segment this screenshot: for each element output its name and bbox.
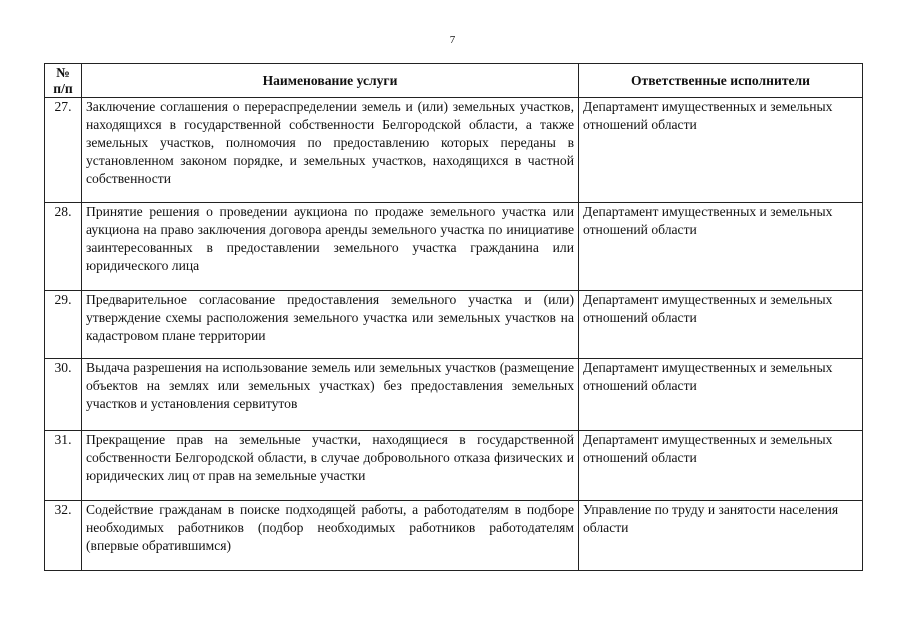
- row-number: 31.: [45, 431, 82, 501]
- responsible-executor: Департамент имущественных и земельных отношений области: [579, 98, 863, 203]
- service-name: Заключение соглашения о перераспределении земель и (или) земельных участков, находящихся в государственной собственности Белгородской области, а также земельных участков, полномочия по предоставлению которых переданы в установленном законом порядке, и земельных участков, находящихся в частной собственности: [82, 98, 579, 203]
- service-name: Предварительное согласование предоставления земельного участка и (или) утверждение схемы расположения земельного участка или земельных участков на кадастровом плане территории: [82, 291, 579, 359]
- row-number: 29.: [45, 291, 82, 359]
- page-number: 7: [449, 34, 456, 46]
- responsible-executor: Департамент имущественных и земельных отношений области: [579, 359, 863, 431]
- service-name: Содействие гражданам в поиске подходящей работы, а работодателям в подборе необходимых работников (подбор необходимых работников работодателям (впервые обратившимся): [82, 501, 579, 571]
- header-executor: Ответственные исполнители: [579, 64, 863, 98]
- table-row: [45, 359, 863, 431]
- table-header-row: [45, 64, 863, 98]
- table-row: [45, 431, 863, 501]
- row-number: 32.: [45, 501, 82, 571]
- service-name: Выдача разрешения на использование земель или земельных участков (размещение объектов на землях или земельных участках) без предоставления земельных участков и установления сервитутов: [82, 359, 579, 431]
- header-number: № п/п: [45, 64, 82, 98]
- row-number: 28.: [45, 203, 82, 291]
- services-table: [44, 63, 863, 571]
- table-row: [45, 501, 863, 571]
- table-row: [45, 203, 863, 291]
- responsible-executor: Управление по труду и занятости населения области: [579, 501, 863, 571]
- responsible-executor: Департамент имущественных и земельных отношений области: [579, 431, 863, 501]
- row-number: 30.: [45, 359, 82, 431]
- service-name: Прекращение прав на земельные участки, находящиеся в государственной собственности Белгородской области, в случае добровольного отказа физических и юридических лиц от прав на земельные участки: [82, 431, 579, 501]
- service-name: Принятие решения о проведении аукциона по продаже земельного участка или аукциона на право заключения договора аренды земельного участка по инициативе заинтересованных в предоставлении земельного участка гражданина или юридического лица: [82, 203, 579, 291]
- responsible-executor: Департамент имущественных и земельных отношений области: [579, 291, 863, 359]
- responsible-executor: Департамент имущественных и земельных отношений области: [579, 203, 863, 291]
- row-number: 27.: [45, 98, 82, 203]
- header-service-name: Наименование услуги: [82, 64, 579, 98]
- table-row: [45, 291, 863, 359]
- table-row: [45, 98, 863, 203]
